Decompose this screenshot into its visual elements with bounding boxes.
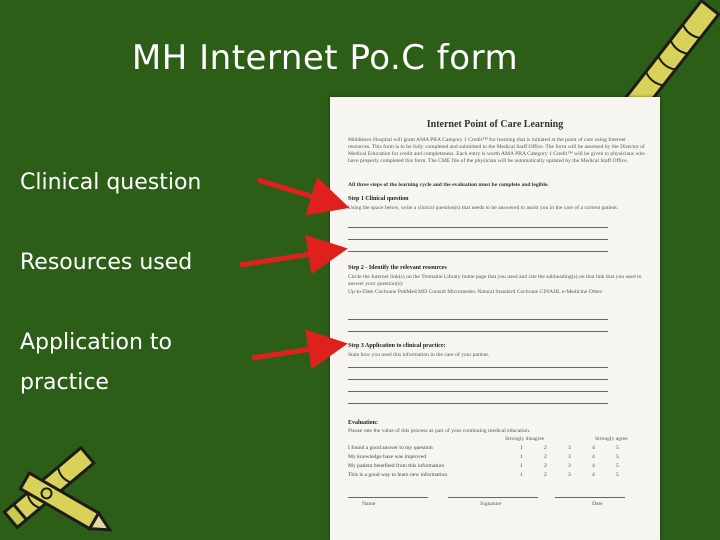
rating-option[interactable]: 5 [616, 472, 619, 478]
arrow-to-application [252, 345, 338, 358]
rating-option[interactable]: 2 [544, 463, 547, 469]
rating-option[interactable]: 5 [616, 463, 619, 469]
form-step2-text: Circle the Internet link(s) on the Tremaine Library home page that you used and cite the subheading(s) on that link that you used to answer your question(s): [348, 274, 642, 287]
rating-option[interactable]: 4 [592, 445, 595, 451]
scale-left-label: Strongly disagree [505, 436, 545, 442]
rating-statement: I found a good answer to my question [348, 445, 433, 451]
rating-statement: My knowledge base was improved [348, 454, 426, 460]
form-step1-text: Using the space below, write a clinical question(s) that needs to be answered to assist you in the care of a current patient. [348, 205, 619, 211]
signature-name-label: Name [362, 501, 376, 507]
rating-option[interactable]: 4 [592, 472, 595, 478]
signature-signature-label: Signature [480, 501, 502, 507]
rating-option[interactable]: 3 [568, 445, 571, 451]
rating-option[interactable]: 1 [520, 472, 523, 478]
rating-option[interactable]: 4 [592, 454, 595, 460]
form-evaluation-heading: Evaluation: [348, 420, 379, 426]
rating-statement: My patient benefited from this information [348, 463, 445, 469]
slide-title: MH Internet Po.C form [131, 38, 519, 78]
rating-option[interactable]: 3 [568, 463, 571, 469]
rating-option[interactable]: 1 [520, 445, 523, 451]
rating-option[interactable]: 5 [616, 454, 619, 460]
form-requirement: All three steps of the learning cycle and the evaluation must be complete and legible. [348, 182, 549, 188]
scale-right-label: Strongly agree [595, 436, 628, 442]
rating-option[interactable]: 2 [544, 445, 547, 451]
rating-option[interactable]: 1 [520, 454, 523, 460]
form-step2-heading: Step 2 - Identify the relevant resources [348, 265, 447, 271]
signature-date-label: Date [592, 501, 603, 507]
rating-option[interactable]: 2 [544, 472, 547, 478]
form-step3-text: State how you used this information in the care of your patient. [348, 352, 490, 358]
form-intro: Middlesex Hospital will grant AMA PRA Category 1 Credit™ for learning that is initiated at the point of care using Internet resources. This form is to be fully completed and submitted to the Medical Staff Office. The form will be assessed by the Director of Medical Education for credit and completeness. Each entry is worth AMA PRA Category 1 Credit™ will be given to physicians who have properly completed this form. The CME file of the physician will be automatically updated by the Medical Staff Office. [348, 137, 646, 164]
rating-option[interactable]: 5 [616, 445, 619, 451]
rating-option[interactable]: 2 [544, 454, 547, 460]
rating-option[interactable]: 1 [520, 463, 523, 469]
label-resources-used: Resources used [20, 250, 193, 275]
arrow-to-resources [240, 250, 338, 265]
rating-option[interactable]: 3 [568, 454, 571, 460]
form-step3-heading: Step 3 Application to clinical practice: [348, 343, 446, 349]
form-title: Internet Point of Care Learning [426, 119, 564, 130]
form-evaluation-text: Please rate the value of this process as part of your continuing medical education. [348, 428, 531, 434]
rating-option[interactable]: 3 [568, 472, 571, 478]
rating-statement: This is a good way to learn new information [348, 472, 448, 478]
form-step2-options: Up-to-Date Cochrane PubMed MD Consult Micromedex Natural Standard Cochrane CINAHL e-Medicine Other: [348, 289, 604, 295]
rating-option[interactable]: 4 [592, 463, 595, 469]
label-application-to-practice: Application to practice [20, 330, 173, 395]
label-clinical-question: Clinical question [20, 170, 202, 195]
arrow-to-clinical-question [258, 180, 340, 205]
form-step1-heading: Step 1 Clinical question [348, 196, 409, 202]
